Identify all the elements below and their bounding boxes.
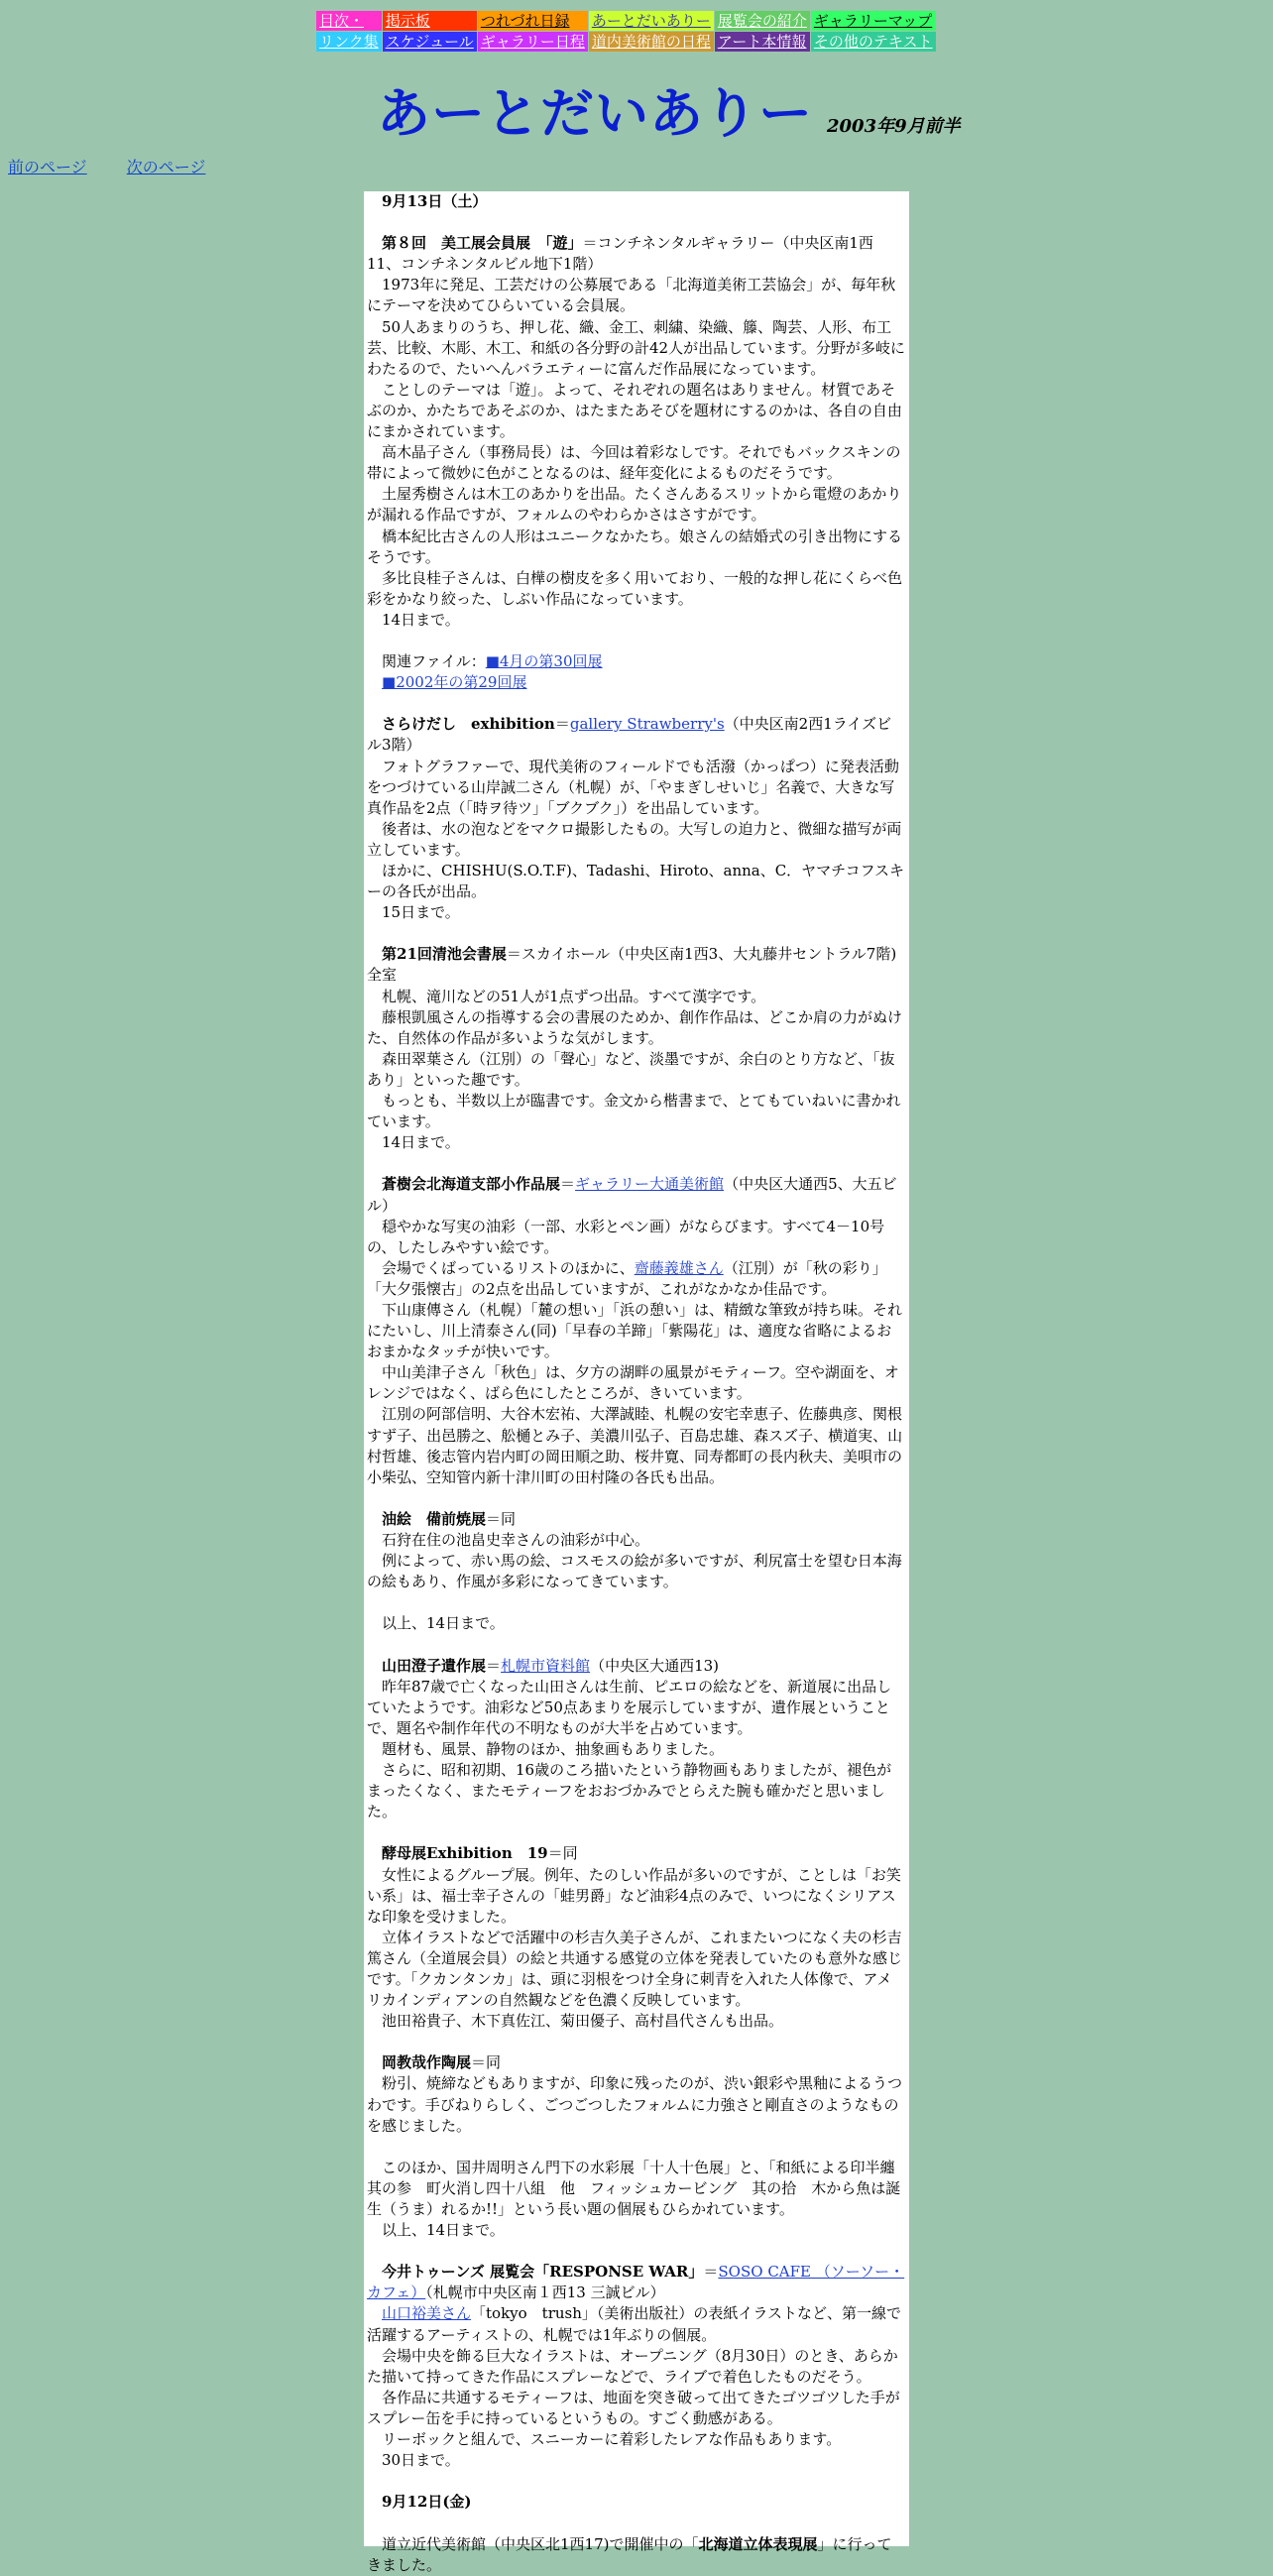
exhibition-title: 第８回 美工展会員展 「遊」 (382, 234, 583, 253)
paragraph: 森田翠葉さん（江別）の「聲心」など、淡墨ですが、余白のとり方など、「抜あり」といった趣です。 (367, 1049, 895, 1089)
nav-link[interactable]: 道内美術館の日程 (591, 33, 711, 51)
nav-cell (811, 32, 936, 52)
venue-link[interactable]: 札幌市資料館 (501, 1656, 591, 1675)
related-files: 関連ファイル：■4月の第30回展 (382, 652, 603, 671)
related-file-link[interactable]: ■4月の第30回展 (485, 652, 603, 671)
end-date: 15日まで。 (382, 903, 460, 922)
exhibition-title: 第21回清池会書展 (382, 945, 507, 964)
exhibition-title: さらけだし exhibition (382, 715, 555, 734)
site-navigation (315, 10, 937, 53)
entry-heading: さらけだし exhibition＝gallery Strawberry's（中央区南2西1ライズビル3階） (367, 715, 892, 755)
paragraph: 池田裕貴子、木下真佐江、菊田優子、高村昌代さんも出品。 (382, 2012, 784, 2031)
page-title: あーとだいありー (377, 82, 813, 145)
paragraph: 高木晶子さん（事務局長）は、今回は着彩なしです。それでもバックスキンの帯によって微妙に色がことなるのは、経年変化によるものだそうです。 (367, 443, 901, 483)
nav-cell (589, 11, 714, 31)
artist-link[interactable]: 齋藤義雄さん (634, 1258, 724, 1277)
exhibition-title: 酵母展Exhibition 19 (382, 1844, 548, 1863)
exhibition-title: 油絵 備前焼展 (382, 1509, 487, 1528)
exhibition-title: 山田澄子遺作展 (382, 1656, 487, 1675)
page-header (377, 71, 1031, 148)
paragraph: フォトグラファーで、現代美術のフィールドでも活潑（かっぱつ）に発表活動をつづけている山岸誠二さん（札幌）が、「やまぎしせいじ」名義で、大きな写真作品を2点（「時ヲ待ツ」「ブクブク」）を出品しています。 (367, 757, 899, 817)
nav-link[interactable]: スケジュール (385, 33, 474, 51)
paragraph: 1973年に発足、工芸だけの公募展である「北海道美術工芸協会」が、毎年秋にテーマを決めてひらいている会員展。 (367, 276, 896, 315)
paragraph: 女性によるグループ展。例年、たのしい作品が多いのですが、ことしは「お笑い系」は、福士幸子さんの「蛙男爵」など油彩4点のみで、いつになくシリアスな印象を受けました。 (367, 1865, 901, 1926)
paragraph: 中山美津子さん「秋色」は、夕方の湖畔の風景がモティーフ。空や湖面を、オレンジではなく、ばら色にしたところが、きいています。 (367, 1363, 899, 1403)
entry-heading (367, 233, 906, 275)
nav-cell (589, 32, 714, 52)
nav-row-1 (316, 11, 936, 31)
paragraph: 山口裕美さん「tokyo trush」（美術出版社）の表紙イラストなど、第一線で活躍するアーティストの、札幌では1年ぶりの個展。 (367, 2304, 901, 2344)
nav-cell (811, 11, 936, 31)
exhibition-title: 今井トゥーンズ 展覧会「RESPONSE WAR」 (382, 2263, 704, 2282)
diary-content (364, 191, 910, 2574)
paragraph: 題材も、風景、静物のほか、抽象画もありました。 (382, 1739, 725, 1758)
end-date: 以上、14日まで。 (382, 2221, 505, 2240)
paragraph: 昨年87歳で亡くなった山田さんは生前、ピエロの絵などを、新道展に出品していたようです。油彩など50点あまりを展示していますが、遺作展ということで、題名や制作年代の不明なものが大半を占めています。 (367, 1677, 892, 1737)
entry-heading: 山田澄子遺作展＝札幌市資料館（中央区大通西13) (382, 1656, 720, 1675)
venue: ＝コンチネンタルギャラリー（中央区南1西11、コンチネンタルビル地下1階） (367, 234, 873, 274)
venue: ＝同 (471, 2053, 502, 2072)
period-label: 2003年9月前半 (827, 116, 961, 137)
paragraph: このほか、国井周明さん門下の水彩展「十人十色展」と、「和紙による印半纏 其の参 町火消し四十八組 他 フィッシュカービング 其の拾 木から魚は誕生（うま）れるか!!」という長い題の個展もひらかれています。 (367, 2158, 910, 2218)
nav-link[interactable]: 展覧会の紹介 (717, 12, 807, 30)
nav-cell (383, 11, 477, 31)
entry-heading (367, 1843, 906, 1864)
entry-heading (367, 944, 906, 986)
nav-cell (715, 32, 810, 52)
entry-heading (367, 2052, 906, 2073)
venue-link[interactable]: gallery Strawberry's (569, 715, 725, 734)
nav-cell (316, 32, 382, 52)
venue: （中央区大通西5、大五ビル） (367, 1175, 897, 1215)
paragraph: 多比良桂子さんは、白樺の樹皮を多く用いており、一般的な押し花にくらべ色彩をかなり絞った、しぶい作品になっています。 (367, 568, 903, 608)
nav-cell (316, 11, 382, 31)
entry-heading: 蒼樹会北海道支部小作品展＝ギャラリー大通美術館（中央区大通西5、大五ビル） (367, 1175, 897, 1215)
paragraph: 後者は、水の泡などをマクロ撮影したもの。大写しの迫力と、微細な描写が両立しています。 (367, 819, 902, 859)
nav-cell (715, 11, 810, 31)
paragraph: 例によって、赤い馬の絵、コスモスの絵が多いですが、利尻富士を望む日本海の絵もあり、作風が多彩になってきています。 (367, 1552, 902, 1591)
paragraph: 会場でくばっているリストのほかに、齋藤義雄さん（江別）が「秋の彩り」「大夕張懐古」の2点を出品していますが、これがなかなか佳品です。 (367, 1258, 887, 1298)
entry-heading (367, 1509, 906, 1530)
paragraph: 土屋秀樹さんは木工のあかりを出品。たくさんあるスリットから電燈のあかりが漏れる作品ですが、フォルムのやわらかさはさすがです。 (367, 485, 902, 525)
nav-link[interactable]: リンク集 (319, 33, 379, 51)
paragraph: 江別の阿部信明、大谷木宏祐、大澤誠睦、札幌の安宅幸恵子、佐藤典彦、関根すず子、出邑勝之、舩樋とみ子、美濃川弘子、百島忠雄、森スズ子、横道実、山村哲雄、後志管内岩内町の岡田順之助、桜井寛、同寿都町の長内秋夫、美唄市の小柴弘、空知管内新十津川町の田村隆の各氏も出品。 (367, 1405, 903, 1486)
date-heading: 9月13日（土） (382, 192, 488, 210)
paragraph: リーボックと組んで、スニーカーに着彩したレアな作品もあります。 (382, 2430, 842, 2449)
nav-link[interactable]: あーとだいありー (591, 12, 711, 30)
venue-link[interactable]: ギャラリー大通美術館 (575, 1175, 725, 1194)
end-date: 30日まで。 (382, 2451, 460, 2470)
paragraph: さらに、昭和初期、16歳のころ描いたという静物画もありましたが、褪色がまったくなく、またモティーフをおおづかみでとらえた腕も確かだと思いました。 (367, 1761, 892, 1821)
paragraph: もっとも、半数以上が臨書です。金文から楷書まで、とてもていねいに書かれています。 (367, 1092, 901, 1131)
nav-row-2 (316, 32, 936, 52)
nav-link[interactable]: 目次・ (319, 12, 365, 30)
venue: （中央区大通西13) (590, 1656, 720, 1675)
venue: （中央区南2西1ライズビル3階） (367, 715, 892, 755)
nav-link[interactable]: その他のテキスト (813, 33, 933, 51)
venue: （札幌市中央区南１西13 三誠ビル） (425, 2283, 665, 2302)
paragraph: 各作品に共通するモティーフは、地面を突き破って出てきたゴツゴツした手がスプレー缶を手に持っているというもの。すごく動感がある。 (367, 2388, 900, 2427)
nav-link[interactable]: アート本情報 (717, 33, 807, 51)
date-heading: 9月12日(金) (382, 2493, 472, 2512)
artist-link[interactable]: 山口裕美さん (382, 2304, 472, 2323)
paragraph: 札幌、滝川などの51人が1点ずつ出品。すべて漢字です。 (382, 987, 766, 1005)
nav-link[interactable]: ギャラリー日程 (480, 33, 585, 51)
venue: ＝同 (547, 1844, 578, 1863)
venue-link[interactable]: SOSO CAFE （ソーソー・カフェ） (367, 2263, 905, 2302)
nav-cell (478, 11, 588, 31)
paragraph: 藤根凱風さんの指導する会の書展のためか、創作作品は、どこか肩の力がぬけた、自然体の作品が多いような気がします。 (367, 1007, 903, 1047)
entry-heading: 今井トゥーンズ 展覧会「RESPONSE WAR」＝SOSO CAFE （ソーソー・カフェ）（札幌市中央区南１西13 三誠ビル） (367, 2263, 905, 2302)
prev-page-link[interactable]: 前のページ (8, 158, 87, 176)
nav-link[interactable]: 掲示板 (385, 12, 430, 30)
paragraph: 立体イラストなどで活躍中の杉吉久美子さんが、これまたいつになく夫の杉吉篤さん（全道展会員）の絵と共通する感覚の立体を発表していたのも意外な感じです。「クカンタンカ」は、頭に羽根をつけ全身に刺青を入れた人体像で、アメリカインディアンの自然観などを色濃く反映しています。 (367, 1928, 903, 2010)
nav-link[interactable]: ギャラリーマップ (813, 12, 933, 30)
end-date: 以上、14日まで。 (382, 1614, 505, 1633)
paragraph: 50人あまりのうち、押し花、織、金工、刺繍、染織、籐、陶芸、人形、布工芸、比較、木彫、木工、和紙の各分野の計42人が出品しています。分野が多岐にわたるので、たいへんバラエティーに富んだ作品展になっています。 (367, 317, 905, 378)
paragraph: 穏やかな写実の油彩（一部、水彩とペン画）がならびます。すべて4－10号の、したしみやすい絵です。 (367, 1217, 885, 1256)
related-files (367, 672, 906, 693)
paragraph: 会場中央を飾る巨大なイラストは、オープニング（8月30日）のとき、あらかた描いて持ってきた作品にスプレーなどで、ライブで着色したものだそう。 (367, 2346, 898, 2386)
next-page-link[interactable]: 次のページ (126, 158, 206, 176)
related-file-link[interactable]: ■2002年の第29回展 (382, 673, 527, 692)
paragraph: 橋本紀比古さんの人形はユニークなかたち。娘さんの結婚式の引き出物にするそうです。 (367, 527, 903, 566)
paragraph: 石狩在住の池畠史幸さんの油彩が中心。 (382, 1531, 650, 1549)
exhibition-title: 蒼樹会北海道支部小作品展 (382, 1175, 561, 1194)
nav-link[interactable]: つれづれ日録 (480, 12, 570, 30)
paragraph: 粉引、焼締などもありますが、印象に残ったのが、渋い銀彩や黒釉によるうつわです。手びねりらしく、ごつごつしたフォルムに力強さと剛直さのようなものを感じました。 (367, 2074, 903, 2135)
paragraph: 下山康傳さん（札幌）「麓の想い」「浜の憩い」は、精緻な筆致が持ち味。それにたいし、川上清泰さん(同)「早春の羊蹄」「紫陽花」は、適度な省略によるおおまかなタッチが快いです。 (367, 1300, 903, 1361)
venue: ＝スカイホール（中央区南1西3、大丸藤井セントラル7階)全室 (367, 945, 897, 985)
nav-cell (383, 32, 477, 52)
paragraph: ことしのテーマは「遊」。よって、それぞれの題名はありません。材質であそぶのか、かたちであそぶのか、はたまたあそびを題材にするのかは、各自の自由にまかされています。 (367, 380, 902, 441)
nav-cell (478, 32, 588, 52)
exhibition-title: 岡教哉作陶展 (382, 2053, 472, 2072)
paragraph: 道立近代美術館（中央区北1西17)で開催中の「北海道立体表現展」に行ってきました。 (367, 2534, 892, 2574)
end-date: 14日まで。 (382, 1133, 460, 1152)
venue: ＝同 (486, 1509, 517, 1528)
end-date: 14日まで。 (382, 610, 460, 629)
pager (8, 155, 245, 177)
paragraph: ほかに、CHISHU(S.O.T.F)、Tadashi、Hiroto、anna、C．ヤマチコフスキーの各氏が出品。 (367, 862, 904, 901)
